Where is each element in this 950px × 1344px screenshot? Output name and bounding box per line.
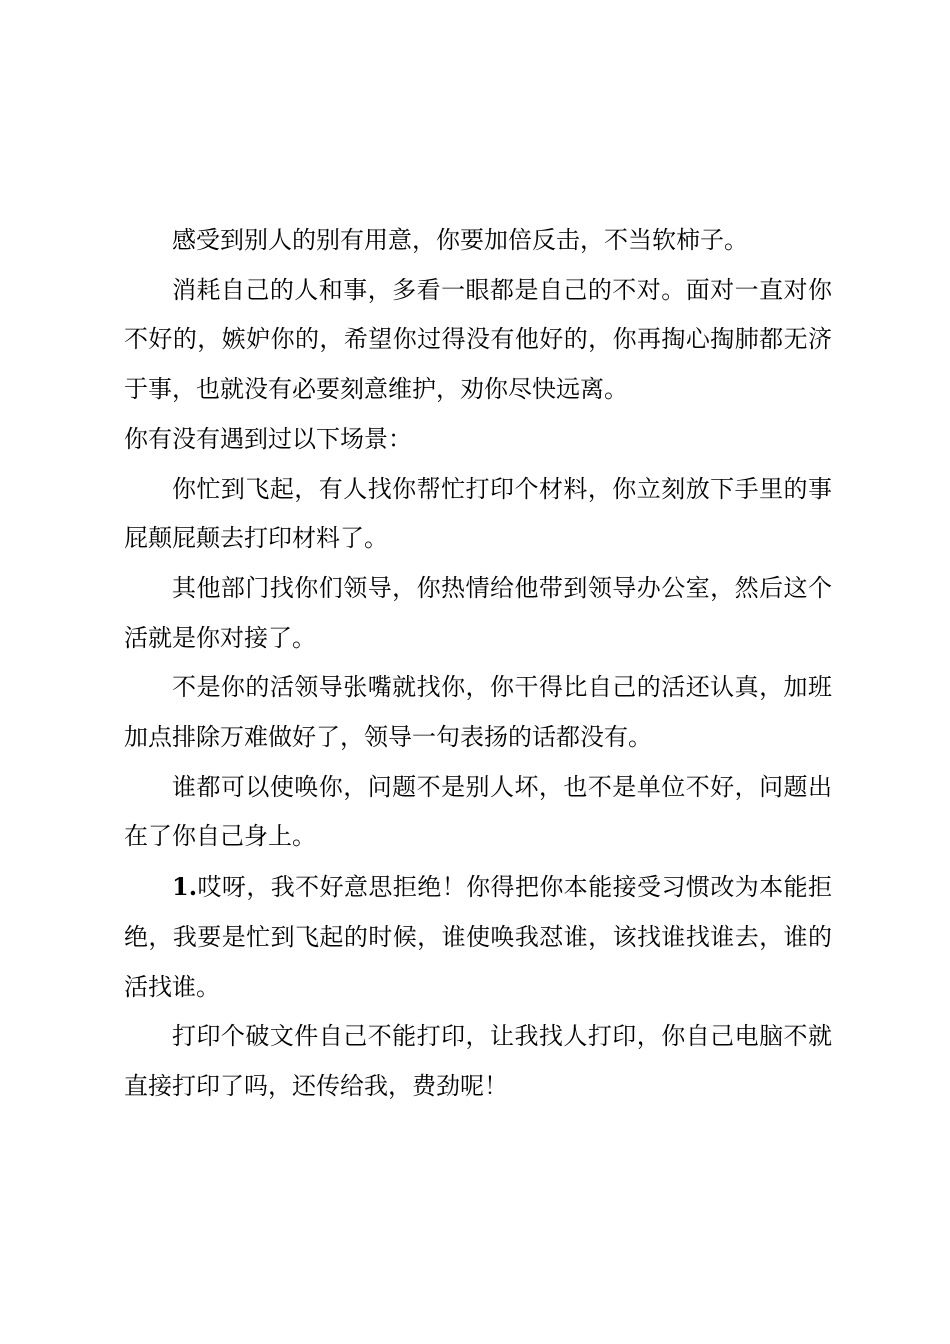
paragraph-text: 你忙到飞起，有人找你帮忙打印个材料，你立刻放下手里的事屁颠屁颠去打印材料了。 <box>124 474 832 553</box>
paragraph-text: 打印个破文件自己不能打印，让我找人打印，你自己电脑不就直接打印了吗，还传给我，费劲呢！ <box>124 1022 832 1100</box>
paragraph <box>124 216 832 266</box>
paragraph <box>124 266 832 415</box>
paragraph-text: 你有没有遇到过以下场景： <box>124 424 412 453</box>
paragraph <box>124 862 832 1012</box>
paragraph-text: 感受到别人的别有用意，你要加倍反击，不当软柿子。 <box>172 226 748 254</box>
paragraph-text: 谁都可以使唤你，问题不是别人坏，也不是单位不好，问题出在了你自己身上。 <box>124 772 832 851</box>
paragraph <box>124 564 832 663</box>
paragraph-text: 不是你的活领导张嘴就找你，你干得比自己的活还认真，加班加点排除万难做好了，领导一句表扬的话都没有。 <box>124 673 832 752</box>
paragraph <box>124 663 832 762</box>
document-body <box>124 216 832 1112</box>
paragraph <box>124 1012 832 1111</box>
paragraph-text: 消耗自己的人和事，多看一眼都是自己的不对。面对一直对你不好的，嫉妒你的，希望你过得没有他好的，你再掏心掏肺都无济于事，也就没有必要刻意维护，劝你尽快远离。 <box>124 275 832 404</box>
paragraph <box>124 415 832 465</box>
list-number: 1. <box>172 872 198 902</box>
paragraph-text: 哎呀，我不好意思拒绝！你得把你本能接受习惯改为本能拒绝，我要是忙到飞起的时候，谁使唤我怼谁，该找谁找谁去，谁的活找谁。 <box>124 873 832 1001</box>
paragraph <box>124 763 832 862</box>
paragraph <box>124 465 832 564</box>
paragraph-text: 其他部门找你们领导，你热情给他带到领导办公室，然后这个活就是你对接了。 <box>124 573 832 652</box>
